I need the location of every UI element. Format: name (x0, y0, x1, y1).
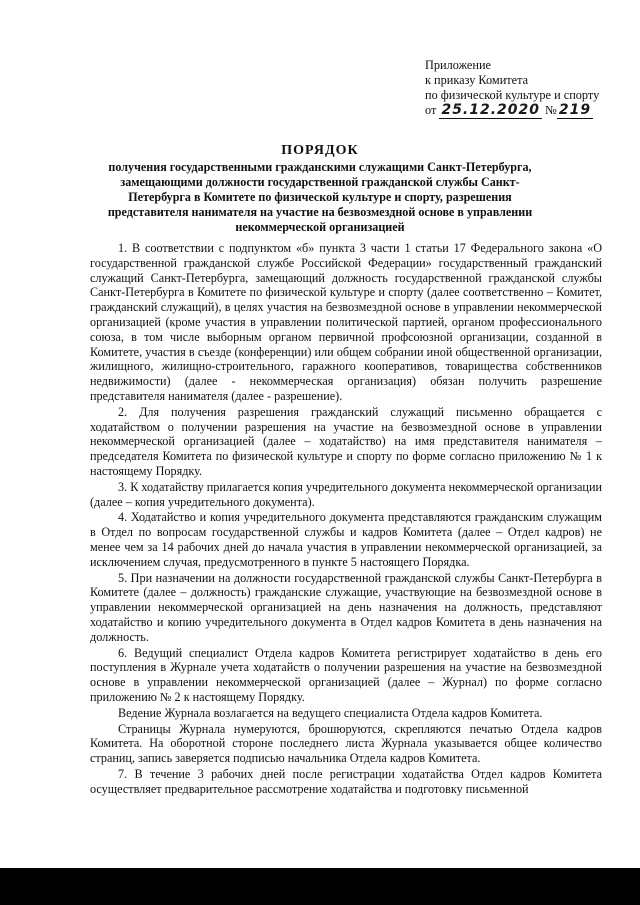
paragraph-7: 7. В течение 3 рабочих дней после регистрации ходатайства Отдел кадров Комитета осуществляет предварительное рассмотрение ходатайства и подготовку письменной (90, 766, 602, 796)
paragraph-6-pages: Страницы Журнала нумеруются, брошюруются, скрепляются печатью Отдела кадров Комитета. На оборотной стороне последнего листа Журнала указывается общее количество страниц, запись заверяется подписью начальника Отдела кадров Комитета. (90, 721, 602, 766)
document-title: ПОРЯДОК (281, 143, 359, 158)
paragraph-3: 3. К ходатайству прилагается копия учредительного документа некоммерческой организации (далее – копия учредительного документа). (90, 479, 602, 509)
appendix-block (425, 58, 635, 118)
handwritten-date: 25.12.2020 (441, 102, 541, 118)
document-body (90, 241, 602, 797)
from-label: от (425, 103, 437, 117)
appendix-committee: по физической культуре и спорту (425, 88, 600, 102)
appendix-date-line (425, 103, 635, 118)
paragraph-6-journal: Ведение Журнала возлагается на ведущего специалиста Отдела кадров Комитета. (118, 705, 543, 720)
paragraph-4: 4. Ходатайство и копия учредительного документа представляются гражданским служащим в Отдел по вопросам государственной службы и кадров Комитета (далее – Отдел кадров) не менее чем за 14 рабочих дней до начала участия в управлении некоммерческой организацией, за исключением случая, предусмотренного в пункте 5 настоящего Порядка. (90, 510, 602, 569)
paragraph-5: 5. При назначении на должности государственной гражданской службы Санкт-Петербурга в Комитете (далее – должность) гражданские служащие, участвующие на безвозмездной основе в управлении некоммерческой организацией на день назначения на должность, представляют ходатайство и копию учредительного документа в Отдел кадров Комитета в день назначения на должность. (90, 570, 602, 644)
appendix-order-ref: к приказу Комитета (425, 73, 529, 87)
document-subtitle: получения государственными гражданскими служащими Санкт-Петербурга, замещающими должности государственной гражданской службы Санкт-Петербурга в Комитете по физической культуре и спорту, разрешения представителя нанимателя на участие на безвозмездной основе в управлении некоммерческой организацией (107, 160, 533, 234)
paragraph-6: 6. Ведущий специалист Отдела кадров Комитета регистрирует ходатайство в день его поступления в Журнале учета ходатайств о получении разрешения на участие на безвозмездной основе в управлении некоммерческой организацией (далее – Журнал) по форме согласно приложению № 2 к настоящему Порядку. (90, 645, 602, 704)
scan-bottom-edge (0, 868, 640, 905)
appendix-label: Приложение (425, 58, 491, 72)
paragraph-1: 1. В соответствии с подпунктом «б» пункта 3 части 1 статьи 17 Федерального закона «О государственной гражданской службе Российской Федерации» государственный гражданский служащий Санкт-Петербурга, замещающий должность государственной гражданской службы Санкт-Петербурга в Комитете по физической культуре и спорту (далее соответственно – Комитет, гражданский служащий), в целях участия на безвозмездной основе в управлении некоммерческой организацией (кроме участия в управлении политической партией, органом профессионального союза, в том числе выборным органом первичной профсоюзной организации, созданной в Комитете, участия в съезде (конференции) или общем собрании иной общественной организации, жилищного, жилищно-строительного, гаражного кооперативов, товарищества собственников недвижимости) (далее - некоммерческая организация) обязан получить разрешение представителя нанимателя (далее - разрешение). (90, 241, 602, 403)
paragraph-2: 2. Для получения разрешения гражданский служащий письменно обращается с ходатайством о получении разрешения на участие на безвозмездной основе в управлении некоммерческой организацией (далее – ходатайство) на имя представителя нанимателя – председателя Комитета по физической культуре и спорту по форме согласно приложению № 1 к настоящему Порядку. (90, 404, 602, 478)
handwritten-number: 219 (558, 102, 592, 118)
number-sign: № (545, 103, 557, 117)
